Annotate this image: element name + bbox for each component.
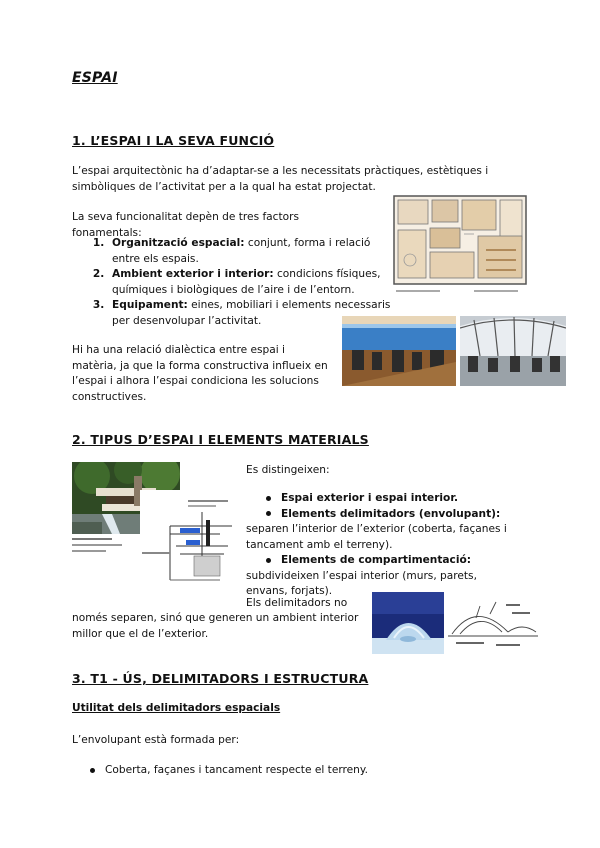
- section-1-intro: L’espai arquitectònic ha d’adaptar-se a les necessitats pràctiques, estètiques i simbòliques de l’activitat per a la qual ha estat projectat.: [72, 165, 489, 193]
- photo-caption: [72, 536, 142, 558]
- factors-intro: La seva funcionalitat depèn de tres factors fonamentals:: [72, 211, 300, 239]
- list-item: Espai exterior i espai interior.: [246, 491, 521, 507]
- factor-item: 2. Ambient exterior i interior: condicions físiques, químiques i biològiques de l’aire i de l’entorn.: [108, 267, 398, 298]
- materials-list: [246, 491, 521, 600]
- distinguish-text: Es distingeixen:: [246, 464, 330, 476]
- section-2-heading: 2. TIPUS D’ESPAI I ELEMENTS MATERIALS: [72, 432, 369, 447]
- relation-paragraph: Hi ha una relació dialèctica entre espai i matèria, ja que la forma constructiva influeix en l’espai i alhora l’espai condiciona les solucions constructives.: [72, 344, 328, 403]
- factor-item: 1. Organització espacial: conjunt, forma i relació entre els espais.: [108, 236, 398, 267]
- bullet-icon: [266, 496, 271, 501]
- bullet-icon: [90, 768, 95, 773]
- bullet-icon: [266, 511, 271, 516]
- section-drawing: [140, 490, 236, 586]
- section-1-heading: 1. L’ESPAI I LA SEVA FUNCIÓ: [72, 133, 275, 148]
- gym-photo-1: [342, 316, 456, 386]
- igloo-sketch: [446, 592, 540, 654]
- igloo-photo: [372, 592, 444, 654]
- page-title: ESPAI: [72, 70, 118, 86]
- floor-plan-image: [390, 190, 530, 296]
- delimiters-line: Els delimitadors no: [246, 597, 348, 609]
- delimiters-paragraph: només separen, sinó que generen un ambient interior millor que el de l’exterior.: [72, 612, 359, 640]
- list-item: Elements de compartimentació: subdivideixen l’espai interior (murs, parets, envans, forjats).: [246, 554, 477, 597]
- list-item: Elements delimitadors (envolupant): separen l’interior de l’exterior (coberta, façanes i tancament amb el terreny).: [246, 507, 507, 551]
- section-3-heading: 3. T1 - ÚS, DELIMITADORS I ESTRUCTURA: [72, 671, 369, 686]
- section-3-subheading: Utilitat dels delimitadors espacials: [72, 702, 281, 714]
- envelope-bullet: Coberta, façanes i tancament respecte el terreny.: [90, 763, 510, 779]
- factor-item: 3. Equipament: eines, mobiliari i elements necessaris per desenvolupar l’activitat.: [108, 298, 398, 329]
- bullet-icon: [266, 558, 271, 563]
- envelope-intro: L’envolupant està formada per:: [72, 734, 240, 746]
- gym-photo-2: [460, 316, 566, 386]
